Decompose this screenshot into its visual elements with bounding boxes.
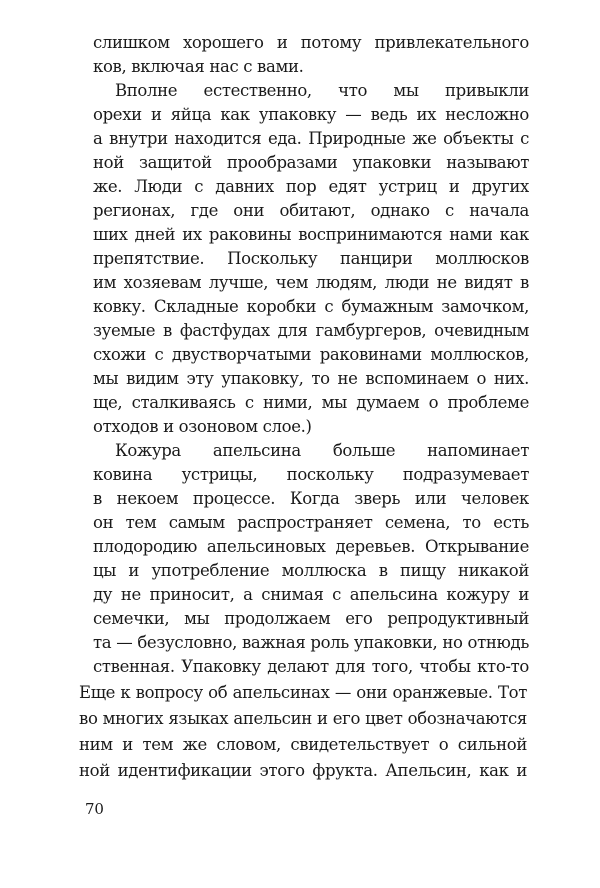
body-text-next-section	[79, 681, 527, 785]
text-line: а внутри находится еда. Природные же объекты с	[93, 129, 529, 148]
text-line: семечки, мы продолжаем его репродуктивный	[93, 609, 529, 628]
text-line: ственная. Упаковку делают для того, чтобы кто-то	[93, 657, 529, 676]
text-line: ков, включая нас с вами.	[93, 57, 304, 76]
paragraph-first-line: Кожура апельсина больше напоминает	[115, 441, 529, 460]
text-line: плодородию апельсиновых деревьев. Открывание	[93, 537, 529, 556]
text-line: ним и тем же словом, свидетельствует о сильной	[79, 735, 527, 754]
text-line: цы и употребление моллюска в пищу никакой	[93, 561, 529, 580]
text-line: ду не приносит, а снимая с апельсина кожуру и	[93, 585, 529, 604]
text-line: та — безусловно, важная роль упаковки, но отнюдь	[93, 633, 529, 652]
text-line: слишком хорошего и потому привлекательного	[93, 33, 529, 52]
text-line: во многих языках апельсин и его цвет обозначаются	[79, 709, 527, 728]
text-line: им хозяевам лучше, чем людям, люди не видят в	[93, 273, 529, 292]
text-line: мы видим эту упаковку, то не вспоминаем о них.	[93, 369, 529, 388]
text-line: схожи с двустворчатыми раковинами моллюсков,	[93, 345, 529, 364]
text-line: в некоем процессе. Когда зверь или человек	[93, 489, 529, 508]
text-line: зуемые в фастфудах для гамбургеров, очевидным	[93, 321, 529, 340]
paragraph-first-line: Вполне естественно, что мы привыкли	[115, 81, 529, 100]
text-line: ших дней их раковины воспринимаются нами как	[93, 225, 529, 244]
body-text-main	[93, 31, 529, 676]
text-line: регионах, где они обитают, однако с начала	[93, 201, 529, 220]
text-line: ной защитой прообразами упаковки называют	[93, 153, 529, 172]
text-line: ковина устрицы, поскольку подразумевает	[93, 465, 529, 484]
text-line: же. Люди с давних пор едят устриц и других	[93, 177, 529, 196]
text-line: орехи и яйца как упаковку — ведь их несложно	[93, 105, 529, 124]
text-line: отходов и озоновом слое.)	[93, 417, 312, 436]
page-number: 70	[85, 800, 104, 818]
text-line: ще, сталкиваясь с ними, мы думаем о проблеме	[93, 393, 529, 412]
text-line: ной идентификации этого фрукта. Апельсин, как и	[79, 761, 527, 780]
text-line: препятствие. Поскольку панцири моллюсков	[93, 249, 529, 268]
section-first-line: Еще к вопросу об апельсинах — они оранжевые. Тот	[79, 683, 527, 702]
text-line: ковку. Складные коробки с бумажным замочком,	[93, 297, 529, 316]
text-line: он тем самым распространяет семена, то есть	[93, 513, 529, 532]
